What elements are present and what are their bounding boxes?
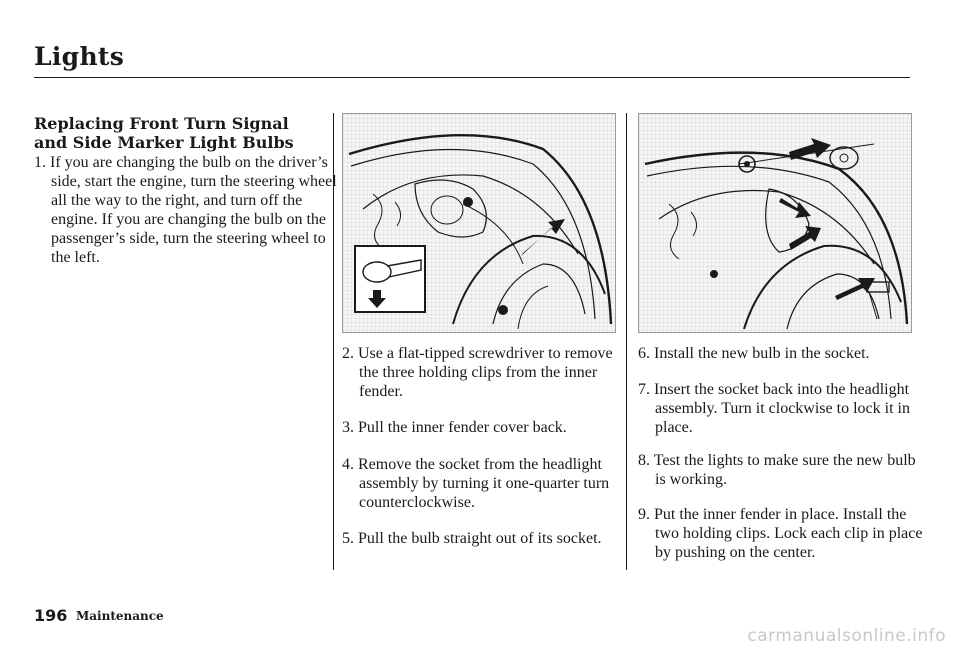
clip-removal-illustration bbox=[342, 113, 616, 333]
step-2: 2. Use a flat-tipped screwdriver to remove the three holding clips from the inner fender. bbox=[342, 345, 613, 400]
socket-install-illustration bbox=[638, 113, 912, 333]
step-5: 5. Pull the bulb straight out of its socket. bbox=[342, 530, 602, 547]
footer-section-name: Maintenance bbox=[76, 609, 164, 623]
page-title: Lights bbox=[34, 42, 125, 71]
step-6: 6. Install the new bulb in the socket. bbox=[638, 345, 870, 362]
column-divider-left bbox=[333, 113, 334, 570]
step-3: 3. Pull the inner fender cover back. bbox=[342, 419, 567, 436]
page-number: 196 bbox=[34, 606, 68, 625]
step-4: 4. Remove the socket from the headlight assembly by turning it one-quarter turn counterclockwise. bbox=[342, 456, 610, 511]
section-heading: Replacing Front Turn Signal and Side Marker Light Bulbs bbox=[34, 114, 294, 152]
step-8: 8. Test the lights to make sure the new bulb is working. bbox=[638, 452, 916, 488]
step-1: 1. If you are changing the bulb on the driver’s side, start the engine, turn the steering wheel all the way to the right, and turn off the engine. If you are changing the bulb on the passenger’s side, turn the steering wheel to the left. bbox=[34, 154, 337, 266]
title-rule bbox=[34, 77, 910, 78]
watermark: carmanualsonline.info bbox=[747, 626, 946, 646]
step-7: 7. Insert the socket back into the headlight assembly. Turn it clockwise to lock it in place. bbox=[638, 381, 910, 436]
step-9: 9. Put the inner fender in place. Install the two holding clips. Lock each clip in place by pushing on the center. bbox=[638, 506, 923, 561]
